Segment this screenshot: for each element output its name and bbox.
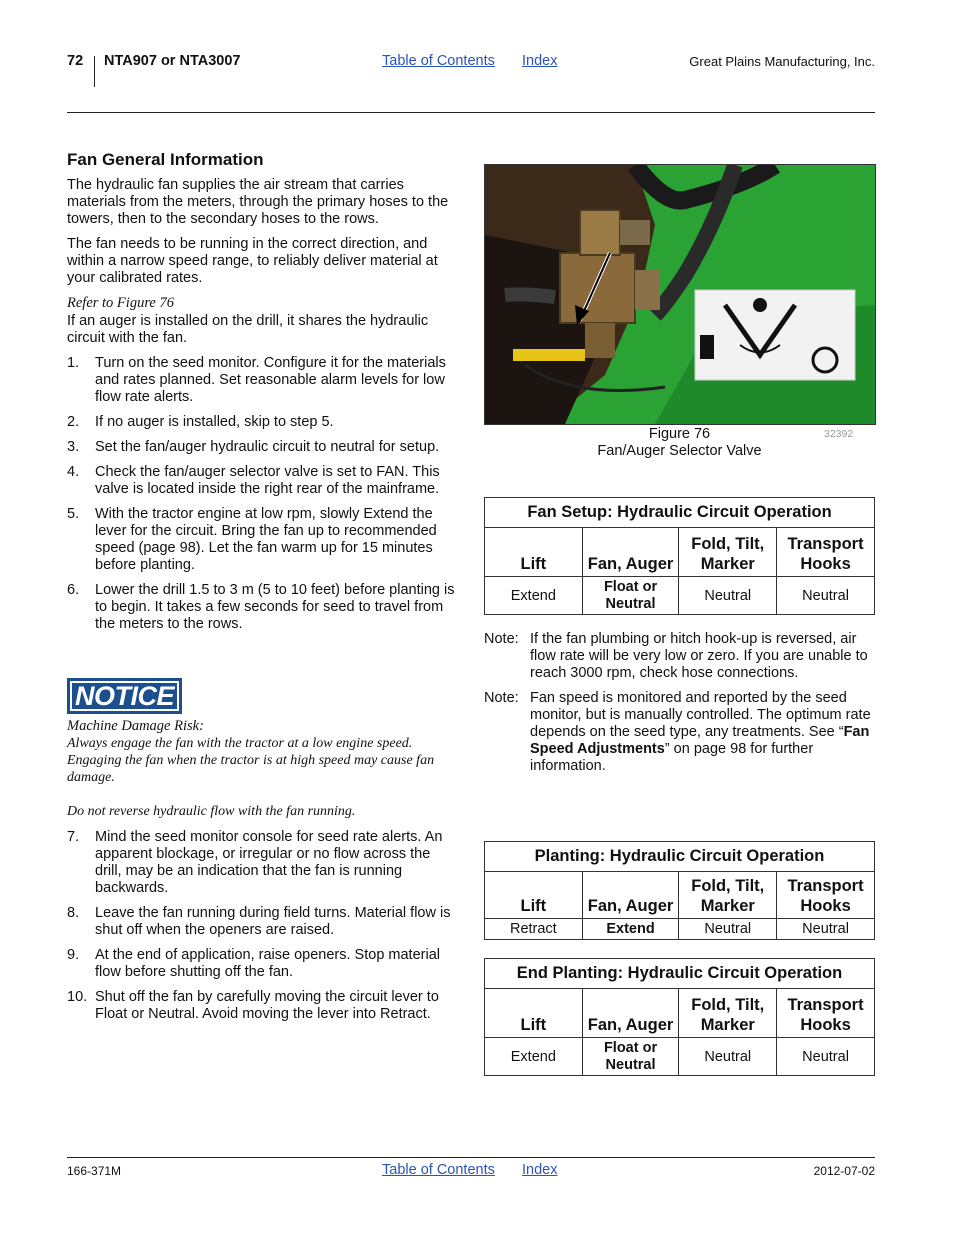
list-item: 2. If no auger is installed, skip to step 5.: [67, 414, 334, 430]
column-header: Fold, Tilt, Marker: [679, 528, 777, 577]
speed-paragraph: The fan needs to be running in the correct direction, and within a narrow speed range, to reliably deliver material at your calibrated rates.: [67, 236, 438, 286]
steps-b-block: [67, 829, 459, 1031]
figure-number: Figure 76: [648, 426, 711, 442]
list-item: 8. Leave the fan running during field turns. Material flow is shut off when the openers are raised.: [67, 905, 451, 938]
table-row: Extend Float or Neutral Neutral Neutral: [485, 577, 875, 615]
note-fan-speed: Note: Fan speed is monitored and reported by the seed monitor, but is manually controlled. The optimum rate depends on the seed type, any treatments. See “Fan Speed Adjustments” on page 98 for further information.: [484, 690, 871, 774]
header-index-link[interactable]: Index: [522, 53, 558, 69]
header-rule: [67, 112, 875, 113]
note-reversed-plumbing: Note: If the fan plumbing or hitch hook-up is reversed, air flow rate will be very low or zero. If you are unable to reach 3000 rpm, check hose connections.: [484, 631, 868, 681]
steps-list-a: [67, 355, 459, 633]
table-title: Fan Setup: Hydraulic Circuit Operation: [485, 498, 875, 528]
list-item: 6. Lower the drill 1.5 to 3 m (5 to 10 feet) before planting is to begin. It takes a few seconds for seed to travel from the meters to the rows.: [67, 582, 455, 632]
notice-text: Always engage the fan with the tractor at a low engine speed. Engaging the fan when the tractor is at high speed may cause fan damage.: [67, 736, 435, 785]
column-header: Fold, Tilt, Marker: [679, 872, 777, 919]
end-planting-table: [484, 958, 875, 1076]
column-header: Lift: [485, 528, 583, 577]
column-header: Lift: [485, 872, 583, 919]
table-row: Extend Float or Neutral Neutral Neutral: [485, 1038, 875, 1076]
column-header: Fan, Auger: [582, 528, 679, 577]
fan-setup-table: [484, 497, 875, 615]
column-header: Transport Hooks: [777, 528, 875, 577]
notice-block: [67, 718, 459, 820]
model-name: NTA907 or NTA3007: [104, 53, 241, 69]
list-item: 1. Turn on the seed monitor. Configure it for the materials and rates planned. Set reasonable alarm levels for low flow rate alerts.: [67, 355, 446, 405]
footer-toc-link[interactable]: Table of Contents: [382, 1162, 495, 1178]
table-title: Planting: Hydraulic Circuit Operation: [485, 842, 875, 872]
doc-date: 2012-07-02: [813, 1164, 875, 1178]
intro-paragraph: The hydraulic fan supplies the air stream that carries materials from the meters, through the primary hoses to the towers, then to the secondary hoses to the rows.: [67, 177, 449, 227]
steps-list-b: [67, 829, 459, 1023]
header-divider: [94, 56, 95, 87]
column-header: Fan, Auger: [582, 989, 679, 1038]
list-item: 4. Check the fan/auger selector valve is set to FAN. This valve is located inside the right rear of the mainframe.: [67, 464, 440, 497]
planting-table: [484, 841, 875, 940]
list-item: 3. Set the fan/auger hydraulic circuit to neutral for setup.: [67, 439, 440, 455]
notice-badge: NOTICE: [67, 678, 182, 714]
doc-number: 166-371M: [67, 1164, 122, 1178]
header-toc-link[interactable]: Table of Contents: [382, 53, 495, 69]
figure-photo-id: 32392: [824, 428, 854, 440]
left-column: [67, 150, 459, 641]
column-header: Transport Hooks: [777, 872, 875, 919]
figure-reference: Refer to Figure 76: [67, 295, 174, 311]
list-item: 10. Shut off the fan by carefully moving the circuit lever to Float or Neutral. Avoid moving the lever into Retract.: [67, 989, 439, 1022]
company-name: Great Plains Manufacturing, Inc.: [689, 54, 875, 69]
page-number: 72: [67, 53, 84, 69]
column-header: Lift: [485, 989, 583, 1038]
notice-text-2: Do not reverse hydraulic flow with the fan running.: [67, 804, 356, 819]
auger-paragraph: If an auger is installed on the drill, it shares the hydraulic circuit with the fan.: [67, 313, 429, 346]
section-title: Fan General Information: [67, 150, 264, 169]
figure-photo: [484, 164, 876, 425]
figure-caption: Fan/Auger Selector Valve: [597, 443, 762, 459]
column-header: Transport Hooks: [777, 989, 875, 1038]
column-header: Fold, Tilt, Marker: [679, 989, 777, 1038]
list-item: 9. At the end of application, raise openers. Stop material flow before shutting off the fan.: [67, 947, 440, 980]
footer-index-link[interactable]: Index: [522, 1162, 558, 1178]
table-row: Retract Extend Neutral Neutral: [485, 919, 875, 940]
list-item: 7. Mind the seed monitor console for seed rate alerts. An apparent blockage, or irregular or no flow across the drill, may be an indication that the fan is running backwards.: [67, 829, 443, 896]
valve-photo-illustration: [485, 165, 875, 424]
list-item: 5. With the tractor engine at low rpm, slowly Extend the lever for the circuit. Bring the fan up to recommended speed (page 98). Let the fan warm up for 15 minutes before planting.: [67, 506, 437, 573]
footer-rule: [67, 1157, 875, 1158]
notice-title: Machine Damage Risk:: [67, 718, 204, 734]
column-header: Fan, Auger: [582, 872, 679, 919]
table-title: End Planting: Hydraulic Circuit Operation: [485, 959, 875, 989]
